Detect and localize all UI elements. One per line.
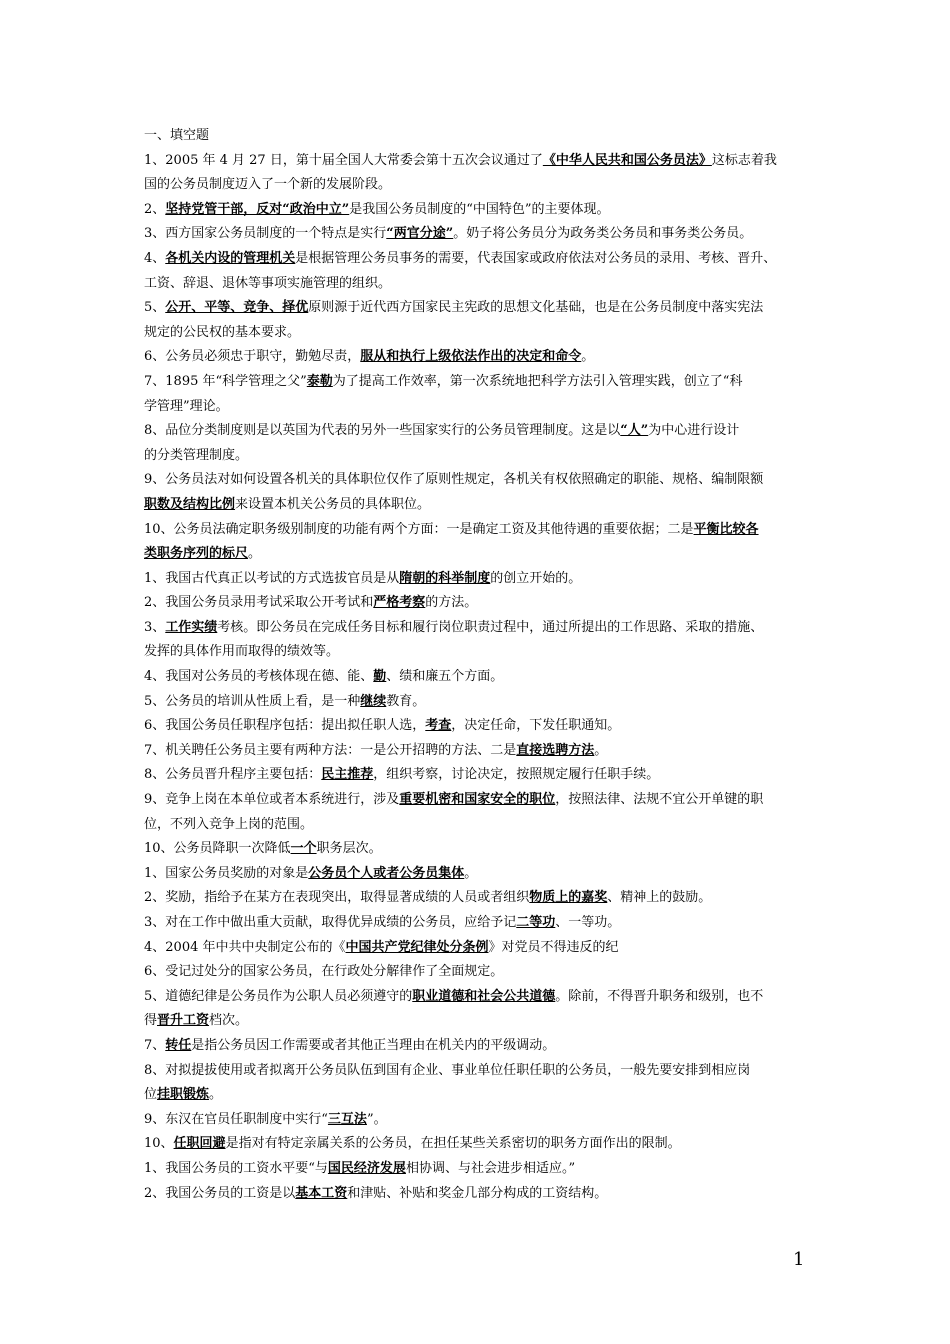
body-text: 4、 — [144, 250, 166, 266]
answer-text: 《中华人民共和国公务员法》 — [542, 152, 712, 168]
body-text: 3、对在工作中做出重大贡献，取得优异成绩的公务员，应给予记 — [144, 915, 517, 930]
text-line — [144, 985, 810, 1010]
answer-text: 职业道德和社会公共道德 — [412, 988, 556, 1004]
text-line — [144, 468, 810, 493]
answer-text: 公务员个人或者公务员集体 — [308, 865, 465, 881]
body-text: 、一等功。 — [555, 915, 621, 930]
text-line — [144, 419, 810, 444]
body-text: 是我国公务员制度的“中国特色”的主要体现。 — [349, 201, 610, 217]
text-line — [144, 321, 810, 346]
body-text: 一、填空题 — [144, 128, 210, 143]
text-line — [144, 960, 810, 985]
text-line — [144, 1132, 810, 1157]
body-text: 。 — [248, 546, 262, 562]
body-text: 的分类管理制度。 — [144, 447, 249, 463]
answer-text: 隋朝的科举制度 — [399, 570, 491, 586]
body-text: 8、对拟提拔使用或者拟离开公务员队伍到国有企业、事业单位任职任职的公务员，一般先要安排到相应岗 — [144, 1062, 751, 1078]
body-text: 的创立开始的。 — [490, 570, 582, 586]
body-text: 档次。 — [209, 1013, 249, 1029]
answer-text: 国民经济发展 — [327, 1160, 406, 1176]
body-text: 原则源于近代西方国家民主宪政的思想文化基础，也是在公务员制度中落实宪法 — [308, 300, 764, 316]
body-text: 。 — [581, 349, 595, 365]
text-line — [144, 591, 810, 616]
text-line — [144, 690, 810, 715]
body-text: 国的公务员制度迈入了一个新的发展阶段。 — [144, 177, 392, 193]
body-text: 是根据管理公务员事务的需要，代表国家或政府依法对公务员的录用、考核、晋升、 — [295, 250, 777, 266]
text-line — [144, 1108, 810, 1133]
answer-text: 泰勒 — [306, 373, 333, 389]
answer-text: 公开、平等、竞争、择优 — [165, 300, 309, 316]
body-text: 这标志着我 — [711, 152, 777, 168]
answer-text: 继续 — [360, 693, 387, 709]
body-text: 2、 — [144, 201, 166, 217]
body-text: 2、奖励，指给予在某方在表现突出，取得显著成绩的人员或者组织 — [144, 890, 530, 906]
answer-text: 平衡比较各 — [693, 521, 759, 537]
body-text: ，组织考察，讨论决定，按照规定履行任职手续。 — [373, 767, 660, 783]
answer-text: 考查 — [425, 718, 452, 734]
body-text: 》对党员不得违反的纪 — [488, 939, 619, 955]
body-text: 教育。 — [386, 693, 426, 709]
answer-text: 物质上的嘉奖 — [529, 890, 608, 906]
body-text: 10、公务员法确定职务级别制度的功能有两个方面：一是确定工资及其他待遇的重要依据；二是 — [144, 521, 694, 537]
body-text: 4、2004 年中共中央制定公布的《 — [144, 939, 346, 955]
body-text: 6、受记过处分的国家公务员，在行政处分解律作了全面规定。 — [144, 964, 504, 980]
text-line — [144, 518, 810, 543]
text-line — [144, 345, 810, 370]
answer-text: 任职回避 — [173, 1136, 226, 1152]
text-line — [144, 763, 810, 788]
text-line — [144, 395, 810, 420]
answer-text: 直接选聘方法 — [516, 742, 595, 758]
answer-text: 一个 — [290, 841, 317, 857]
body-text: 位，不列入竞争上岗的范围。 — [144, 816, 314, 832]
text-line — [144, 714, 810, 739]
body-text: 、精神上的鼓励。 — [607, 890, 712, 906]
answer-text: 挂职锻炼 — [157, 1087, 210, 1103]
body-text: 5、道德纪律是公务员作为公职人员必须遵守的 — [144, 988, 413, 1004]
answer-text: 基本工资 — [295, 1185, 348, 1201]
body-text: 7、1895 年“科学管理之父” — [144, 373, 307, 389]
answer-text: 各机关内设的管理机关 — [165, 250, 296, 266]
answer-text: 重要机密和国家安全的职位 — [399, 792, 556, 808]
body-text: 2、我国公务员录用考试采取公开考试和 — [144, 595, 374, 611]
body-text: 。 — [594, 742, 608, 758]
body-text: 8、公务员晋升程序主要包括： — [144, 767, 322, 783]
body-text: 、绩和廉五个方面。 — [386, 669, 504, 685]
body-text: 为了提高工作效率，第一次系统地把科学方法引入管理实践，创立了“科 — [332, 373, 743, 389]
body-text: 10、 — [144, 1136, 174, 1152]
page-number: 1 — [793, 1249, 805, 1270]
answer-text: 工作实绩 — [165, 619, 218, 635]
text-line — [144, 1059, 810, 1084]
text-line — [144, 739, 810, 764]
body-text: 。除前，不得晋升职务和级别，也不 — [555, 988, 764, 1004]
body-text: 4、我国对公务员的考核体现在德、能、 — [144, 669, 374, 685]
body-text: 1、国家公务员奖励的对象是 — [144, 865, 309, 881]
text-line — [144, 296, 810, 321]
body-text: 9、公务员法对如何设置各机关的具体职位仅作了原则性规定，各机关有权依照确定的职能、规格、编制限额 — [144, 472, 764, 488]
body-text: 3、西方国家公务员制度的一个特点是实行 — [144, 226, 387, 242]
answer-text: 服从和执行上级依法作出的决定和命令 — [360, 349, 582, 365]
text-line — [144, 272, 810, 297]
text-line — [144, 173, 810, 198]
body-text: 7、 — [144, 1037, 166, 1053]
body-text: 3、 — [144, 619, 166, 635]
text-line — [144, 222, 810, 247]
body-text: 。 — [464, 865, 478, 881]
text-line — [144, 149, 810, 174]
text-line — [144, 813, 810, 838]
text-line — [144, 886, 810, 911]
body-text: 6、公务员必须忠于职守，勤勉尽责， — [144, 349, 361, 365]
text-line — [144, 911, 810, 936]
text-line — [144, 665, 810, 690]
text-line — [144, 640, 810, 665]
body-text: 来设置本机关公务员的具体职位。 — [235, 496, 431, 512]
body-text: 为中心进行设计 — [648, 423, 740, 439]
text-line — [144, 198, 810, 223]
body-text: 考核。即公务员在完成任务目标和履行岗位职责过程中，通过所提出的工作思路、采取的措施、 — [217, 619, 764, 635]
answer-text: 严格考察 — [373, 595, 426, 611]
answer-text: “人” — [620, 423, 649, 439]
text-line — [144, 493, 810, 518]
body-text: 是指对有特定亲属关系的公务员，在担任某些关系密切的职务方面作出的限制。 — [225, 1136, 681, 1152]
answer-text: 民主推荐 — [321, 767, 374, 783]
body-text: 得 — [144, 1013, 158, 1029]
answer-text: 二等功 — [516, 915, 556, 930]
body-text: 的方法。 — [425, 595, 478, 611]
text-line — [144, 616, 810, 641]
body-text: 是指公务员因工作需要或者其他正当理由在机关内的平级调动。 — [191, 1037, 556, 1053]
text-line — [144, 936, 810, 961]
body-text: 工资、辞退、退休等事项实施管理的组织。 — [144, 275, 392, 291]
body-text: 职务层次。 — [316, 841, 382, 857]
text-line — [144, 1083, 810, 1108]
answer-text: 类职务序列的标尺 — [144, 546, 249, 562]
text-line — [144, 1182, 810, 1207]
text-line — [144, 1034, 810, 1059]
body-text: 规定的公民权的基本要求。 — [144, 324, 301, 340]
answer-text: 转任 — [165, 1037, 192, 1053]
body-text: 。 — [209, 1087, 223, 1103]
answer-text: 坚持党管干部，反对“政治中立” — [165, 201, 350, 217]
body-text: 位 — [144, 1087, 158, 1103]
text-line — [144, 1009, 810, 1034]
body-text: 2、我国公务员的工资是以 — [144, 1185, 296, 1201]
body-text: 1、我国公务员的工资水平要“与 — [144, 1160, 328, 1176]
text-line — [144, 542, 810, 567]
answer-text: 勤 — [373, 669, 387, 685]
body-text: 。奶子将公务员分为政务类公务员和事务类公务员。 — [453, 226, 753, 242]
text-line — [144, 567, 810, 592]
body-text: 1、2005 年 4 月 27 日，第十届全国人大常委会第十五次会议通过了 — [144, 152, 543, 168]
text-line — [144, 247, 810, 272]
text-line — [144, 788, 810, 813]
body-text: ，按照法律、法规不宜公开单键的职 — [555, 792, 764, 808]
body-text: 相协调、与社会进步相适应。” — [405, 1160, 576, 1176]
body-text: 9、东汉在官员任职制度中实行“ — [144, 1111, 328, 1127]
text-line — [144, 837, 810, 862]
body-text: ，决定任命，下发任职通知。 — [451, 718, 621, 734]
body-text: 1、我国古代真正以考试的方式选拔官员是从 — [144, 570, 400, 586]
answer-text: 晋升工资 — [157, 1013, 210, 1029]
body-text: 发挥的具体作用而取得的绩效等。 — [144, 644, 340, 660]
body-text: 10、公务员降职一次降低 — [144, 841, 291, 857]
answer-text: 三互法 — [327, 1111, 367, 1127]
text-line — [144, 370, 810, 395]
body-text: 和津贴、补贴和奖金几部分构成的工资结构。 — [347, 1185, 608, 1201]
answer-text: 中国共产党纪律处分条例 — [345, 939, 489, 955]
body-text: 7、机关聘任公务员主要有两种方法：一是公开招聘的方法、二是 — [144, 742, 517, 758]
document-body — [144, 124, 810, 1206]
body-text: 6、我国公务员任职程序包括：提出拟任职人选， — [144, 718, 426, 734]
text-line — [144, 1157, 810, 1182]
body-text: 9、竞争上岗在本单位或者本系统进行，涉及 — [144, 792, 400, 808]
text-line — [144, 444, 810, 469]
body-text: 8、品位分类制度则是以英国为代表的另外一些国家实行的公务员管理制度。这是以 — [144, 423, 621, 439]
body-text: 5、 — [144, 300, 166, 316]
body-text: 5、公务员的培训从性质上看，是一种 — [144, 693, 361, 709]
body-text: ”。 — [366, 1111, 387, 1127]
answer-text: “两官分途” — [386, 226, 454, 242]
answer-text: 职数及结构比例 — [144, 496, 236, 512]
body-text: 学管理”理论。 — [144, 398, 229, 414]
text-line — [144, 862, 810, 887]
text-line — [144, 124, 810, 149]
